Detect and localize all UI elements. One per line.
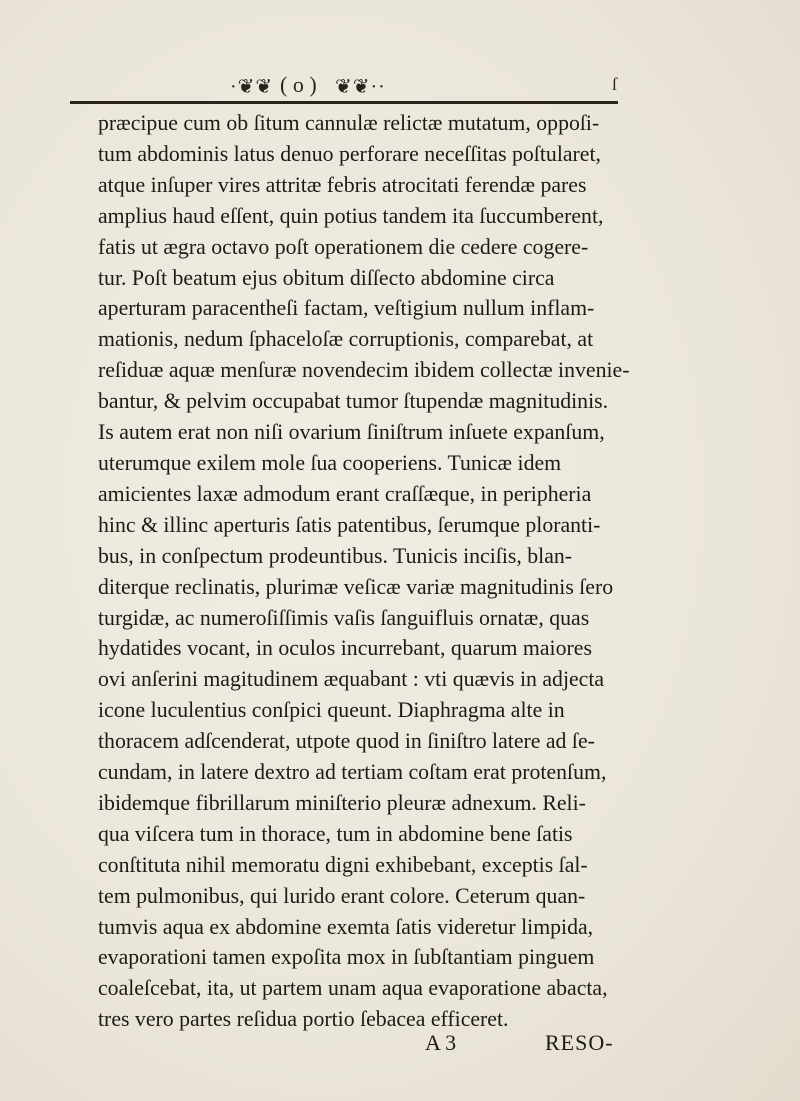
- text-line: ibidemque fibrillarum miniſterio pleuræ adnexum. Reli-: [98, 790, 586, 815]
- text-line: hinc & illinc aperturis ſatis patentibus, ſerumque ploranti-: [98, 512, 601, 537]
- text-line: tum abdominis latus denuo perforare neceſſitas poſtularet,: [98, 141, 601, 166]
- text-line: ovi anſerini magitudinem æquabant : vti quævis in adjecta: [98, 667, 605, 692]
- text-line: conſtituta nihil memoratu digni exhibebant, exceptis ſal-: [98, 852, 588, 877]
- text-line: hydatides vocant, in oculos incurrebant, quarum maiores: [98, 636, 592, 661]
- text-line: tem pulmonibus, qui lurido erant colore. Ceterum quan-: [98, 883, 586, 908]
- text-line: Is autem erat non niſi ovarium ſiniſtrum inſuete expanſum,: [98, 420, 605, 445]
- header-rule: [70, 101, 618, 104]
- signature-mark: A 3: [425, 1030, 457, 1055]
- text-line: tres vero partes reſidua portio ſebacea efficeret.: [98, 1007, 509, 1032]
- text-line: cundam, in latere dextro ad tertiam coſtam erat protenſum,: [98, 760, 607, 785]
- text-line: tumvis aqua ex abdomine exemta ſatis videretur limpida,: [98, 914, 594, 939]
- text-line: reſiduæ aquæ menſuræ novendecim ibidem collectæ invenie-: [98, 358, 630, 383]
- page-footer: [0, 1030, 800, 1070]
- text-line: thoracem adſcenderat, utpote quod in ſiniſtro latere ad ſe-: [98, 729, 595, 754]
- text-line: turgidæ, ac numeroſiſſimis vaſis ſanguifluis ornatæ, quas: [98, 605, 590, 630]
- text-line: diterque reclinatis, plurimæ veſicæ variæ magnitudinis ſero: [98, 574, 614, 599]
- fleuron-ornament-right: ❦❦··: [335, 76, 386, 98]
- catchword: RESO-: [545, 1030, 614, 1055]
- text-line: atque inſuper vires attritæ febris atrocitati ferendæ pares: [98, 172, 587, 197]
- body-text: [98, 108, 658, 1035]
- text-line: præcipue cum ob ſitum cannulæ relictæ mutatum, oppoſi-: [98, 111, 600, 135]
- text-line: fatis ut ægra octavo poſt operationem die cedere cogere-: [98, 234, 589, 259]
- page-header: [210, 70, 630, 100]
- text-line: amplius haud eſſent, quin potius tandem ita ſuccumberent,: [98, 203, 604, 228]
- text-line: mationis, nedum ſphaceloſæ corruptionis, comparebat, at: [98, 327, 594, 352]
- text-line: qua viſcera tum in thorace, tum in abdomine bene ſatis: [98, 821, 573, 846]
- text-line: tur. Poſt beatum ejus obitum diſſecto abdomine circa: [98, 265, 555, 290]
- text-line: icone luculentius conſpici queunt. Diaphragma alte in: [98, 698, 565, 723]
- text-line: evaporationi tamen expoſita mox in ſubſtantiam pinguem: [98, 945, 595, 970]
- text-line: bus, in conſpectum prodeuntibus. Tunicis inciſis, blan-: [98, 543, 573, 568]
- text-line: aperturam paracentheſi factam, veſtigium nullum inflam-: [98, 296, 595, 321]
- text-line: amicientes laxæ admodum erant craſſæque, in peripheria: [98, 481, 592, 506]
- text-line: bantur, & pelvim occupabat tumor ſtupendæ magnitudinis.: [98, 389, 609, 414]
- page-number: ( o ): [280, 72, 317, 97]
- fleuron-ornament-left: ·❦❦: [230, 76, 274, 98]
- text-line: coaleſcebat, ita, ut partem unam aqua evaporatione abacta,: [98, 976, 608, 1001]
- corner-mark: ſ: [612, 74, 618, 94]
- text-line: uterumque exilem mole ſua cooperiens. Tunicæ idem: [98, 450, 562, 475]
